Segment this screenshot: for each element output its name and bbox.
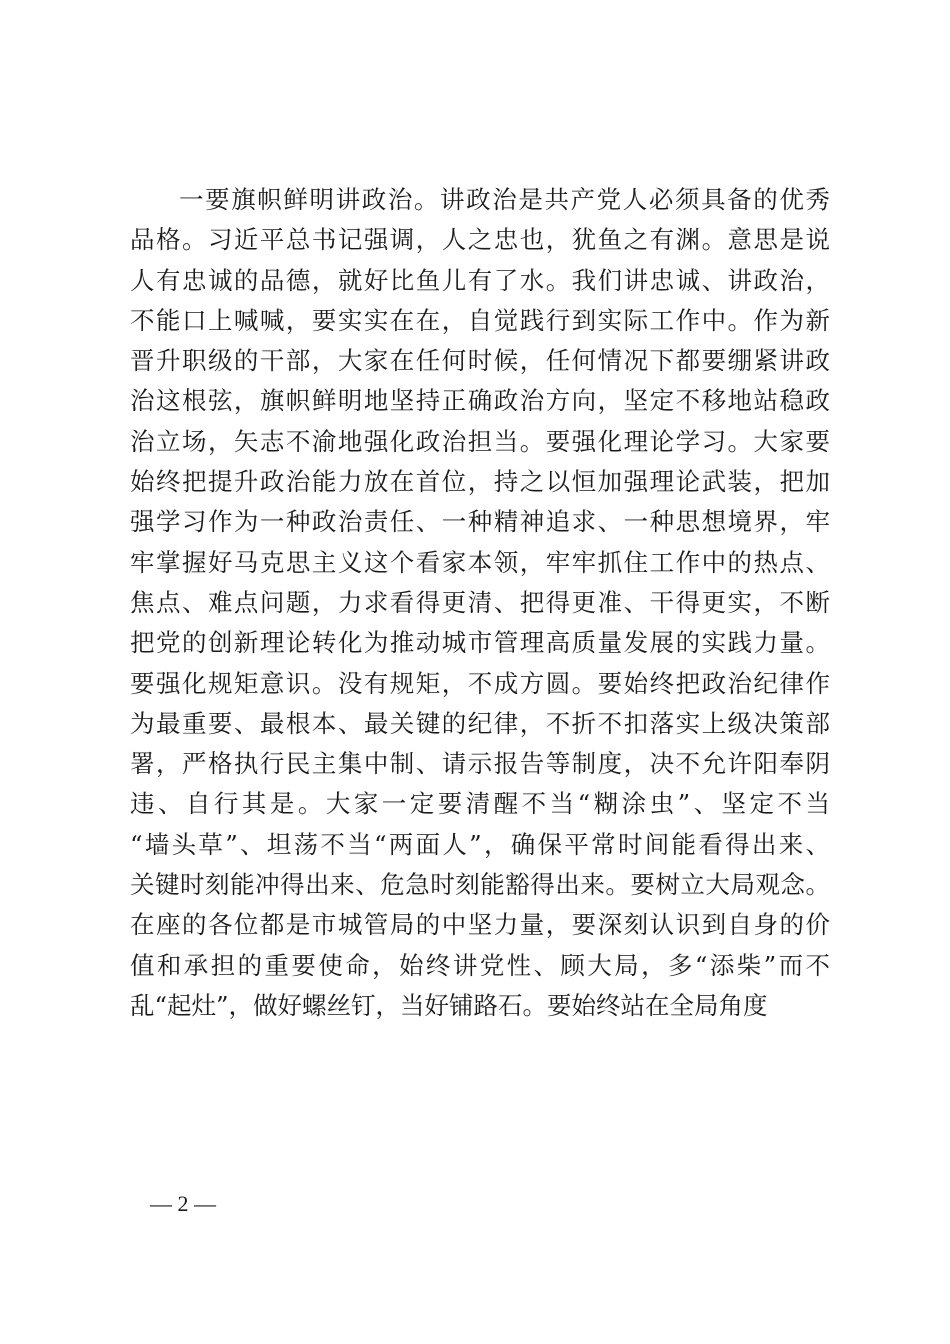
text-line: 治立场，矢志不渝地强化政治担当。要强化理论学习。大家要 <box>130 426 830 456</box>
text-line: 为最重要、最根本、最关键的纪律，不折不扣落实上级决策部 <box>130 708 830 738</box>
text-line: 把党的创新理论转化为推动城市管理高质量发展的实践力量。 <box>130 628 830 658</box>
body-paragraph <box>130 180 830 1026</box>
text-line: 焦点、难点问题，力求看得更清、把得更准、干得更实，不断 <box>130 587 830 617</box>
text-line: 值和承担的重要使命，始终讲党性、顾大局，多“添柴”而不 <box>130 950 830 980</box>
text-line: 署，严格执行民主集中制、请示报告等制度，决不允许阳奉阴 <box>130 749 830 779</box>
text-line: 晋升职级的干部，大家在任何时候，任何情况下都要绷紧讲政 <box>130 346 830 376</box>
text-line: “墙头草”、坦荡不当“两面人”，确保平常时间能看得出来、 <box>130 829 830 859</box>
text-line: 关键时刻能冲得出来、危急时刻能豁得出来。要树立大局观念。 <box>130 870 830 900</box>
text-line: 品格。习近平总书记强调，人之忠也，犹鱼之有渊。意思是说 <box>130 225 830 255</box>
text-line: 一要旗帜鲜明讲政治。讲政治是共产党人必须具备的优秀 <box>179 185 830 214</box>
text-line: 违、自行其是。大家一定要清醒不当“糊涂虫”、坚定不当 <box>130 789 830 819</box>
text-line: 治这根弦，旗帜鲜明地坚持正确政治方向，坚定不移地站稳政 <box>130 386 830 416</box>
page-number: — 2 — <box>150 1191 216 1216</box>
text-line: 始终把提升政治能力放在首位，持之以恒加强理论武装，把加 <box>130 467 830 497</box>
text-line: 在座的各位都是市城管局的中坚力量，要深刻认识到自身的价 <box>130 910 830 940</box>
text-line: 人有忠诚的品德，就好比鱼儿有了水。我们讲忠诚、讲政治， <box>130 265 830 295</box>
text-line: 不能口上喊喊，要实实在在，自觉践行到实际工作中。作为新 <box>130 305 830 335</box>
text-line: 牢掌握好马克思主义这个看家本领，牢牢抓住工作中的热点、 <box>130 547 830 577</box>
text-line: 强学习作为一种政治责任、一种精神追求、一种思想境界，牢 <box>130 507 830 537</box>
text-line: 要强化规矩意识。没有规矩，不成方圆。要始终把政治纪律作 <box>130 668 830 698</box>
text-line: 乱“起灶”，做好螺丝钉，当好铺路石。要始终站在全局角度 <box>130 990 768 1020</box>
